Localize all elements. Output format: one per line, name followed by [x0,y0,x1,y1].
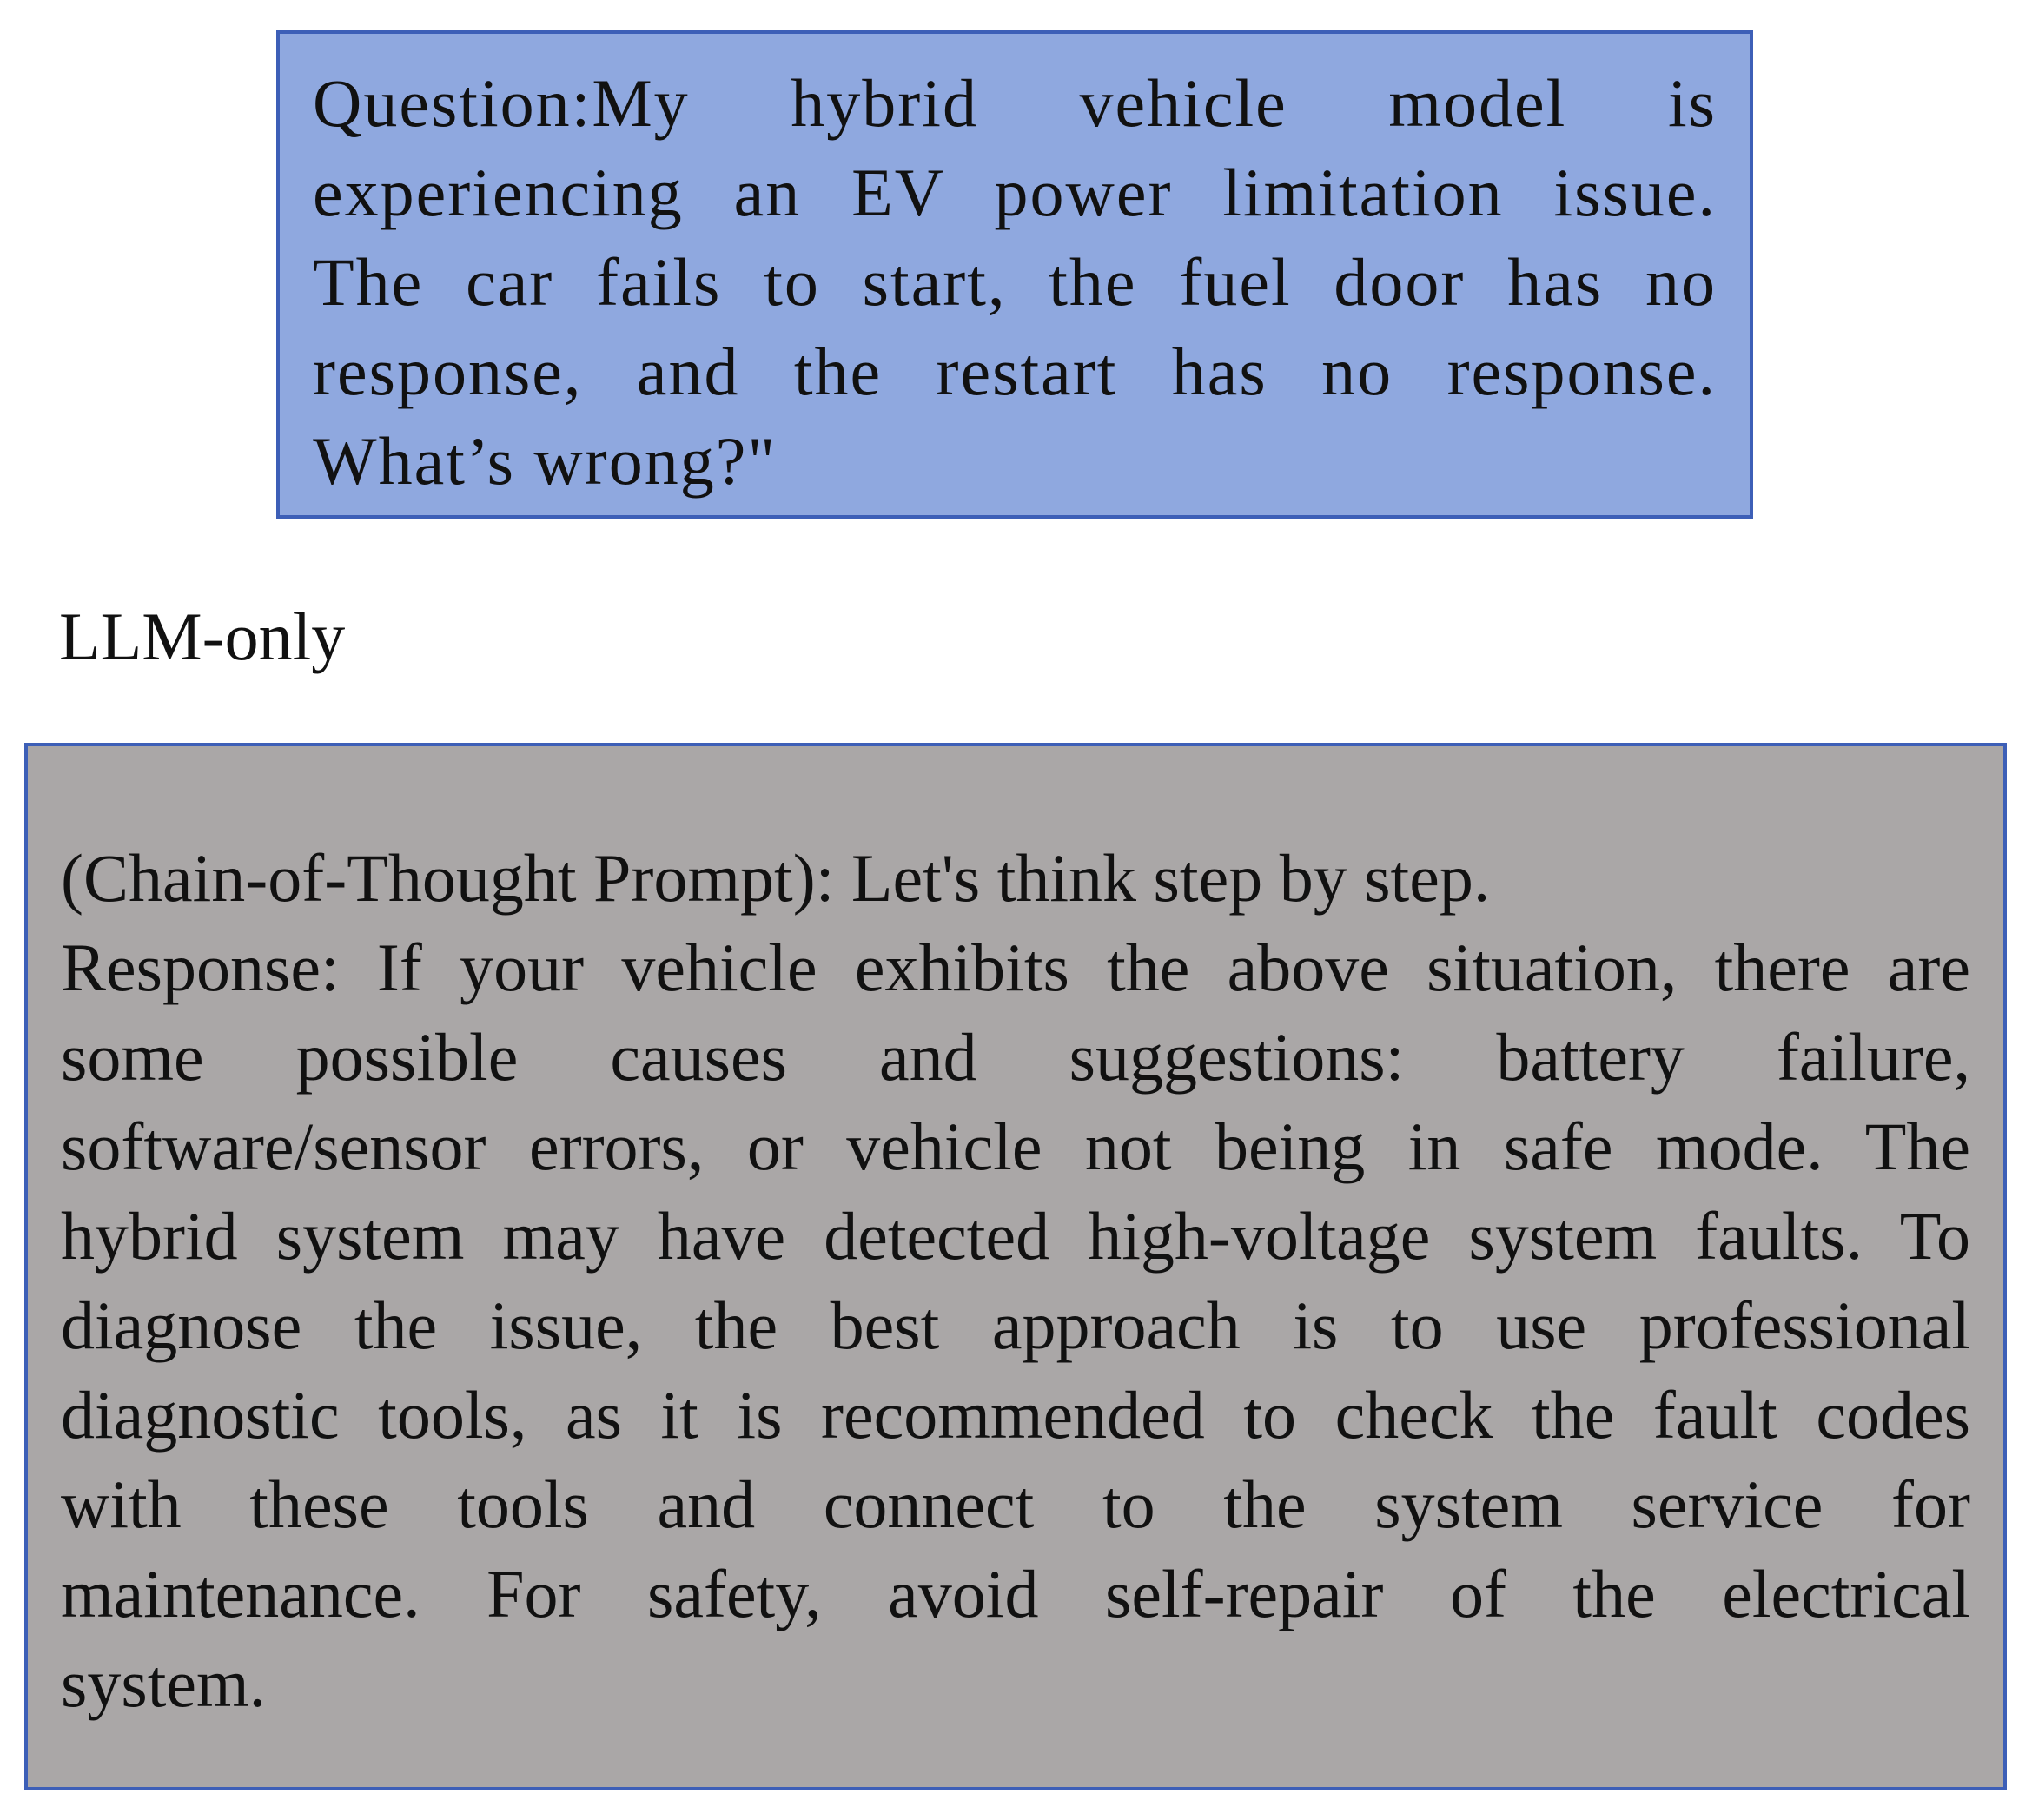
answer-line: diagnose the issue, the best approach is to use professional [61,1287,1970,1363]
answer-line: some possible causes and suggestions: battery failure, [61,1019,1970,1095]
answer-line: Response: If your vehicle exhibits the above situation, there are [61,930,1970,1005]
answer-box [24,743,2007,1790]
question-line: What’s wrong?" [313,423,778,499]
answer-line: hybrid system may have detected high-voltage system faults. To [61,1198,1970,1274]
answer-line: diagnostic tools, as it is recommended to check the fault codes [61,1377,1970,1453]
answer-line: with these tools and connect to the system service for [61,1466,1970,1542]
answer-line: system. [61,1645,267,1721]
method-label: LLM-only [59,599,346,674]
question-line: response, and the restart has no response. [313,334,1717,409]
question-line: The car fails to start, the fuel door has no [313,244,1717,320]
answer-line: (Chain-of-Thought Prompt): Let's think step by step. [61,840,1491,916]
question-line: experiencing an EV power limitation issue. [313,155,1717,230]
question-line: Question:My hybrid vehicle model is [313,65,1717,141]
answer-line: maintenance. For safety, avoid self-repair of the electrical [61,1556,1970,1631]
question-box [276,30,1753,519]
answer-line: software/sensor errors, or vehicle not being in safe mode. The [61,1109,1970,1184]
